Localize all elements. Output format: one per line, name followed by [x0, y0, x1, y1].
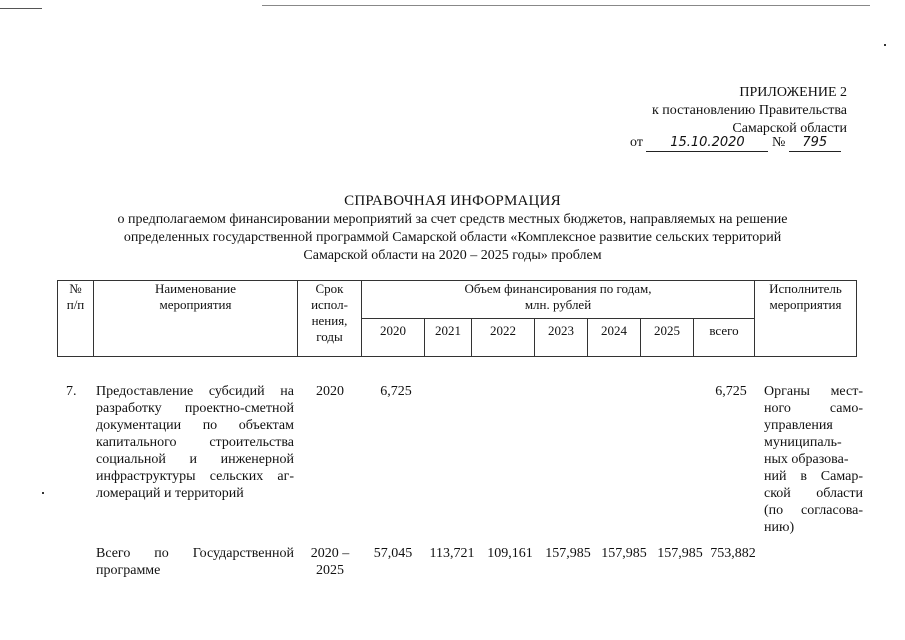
header-term: [298, 281, 362, 357]
row7-2020: 6,725: [380, 384, 412, 399]
header-executor: [755, 281, 857, 357]
row7-name-line: документации по объектам: [96, 418, 294, 433]
total-all: 753,882: [710, 546, 756, 561]
row7-name-line: Предоставление субсидий на: [96, 384, 294, 399]
total-2020: 57,045: [373, 546, 413, 561]
total-2025: 157,985: [657, 546, 703, 561]
decree-number: 795: [789, 135, 841, 152]
row7-executor-line: ний в Самар-: [764, 469, 863, 484]
appendix-block: [652, 84, 847, 138]
row7-executor: [764, 383, 863, 536]
total-2021: 113,721: [429, 546, 475, 561]
row7-executor-line: ской области: [764, 486, 863, 501]
row7-name-line: капитального строительства: [96, 435, 294, 450]
header-year: 2024: [588, 319, 641, 357]
table-header: [57, 280, 857, 357]
decree-date: 15.10.2020: [646, 135, 768, 152]
header-text: испол-: [311, 297, 348, 312]
header-year: всего: [694, 319, 755, 357]
row7-executor-line: (по согласова-: [764, 503, 863, 518]
row7-executor-line: Органы мест-: [764, 384, 863, 399]
header-year: 2020: [362, 319, 425, 357]
row7-total: 6,725: [715, 384, 747, 399]
scan-line: [262, 5, 870, 6]
total-name-line: Всего по Государственной: [96, 546, 294, 561]
appendix-region: Самарской области: [732, 121, 847, 136]
header-year: 2023: [535, 319, 588, 357]
header-num: [58, 281, 94, 357]
row7-name-line: социальной и инженерной: [96, 452, 294, 467]
total-2023: 157,985: [545, 546, 591, 561]
header-text: Срок: [315, 281, 344, 296]
header-text: Наименование: [155, 281, 236, 296]
header-text: №: [69, 281, 82, 296]
subtitle-line: о предполагаемом финансировании мероприятий за счет средств местных бюджетов, направляемых на решение: [117, 212, 788, 227]
row7-executor-line: нию): [764, 520, 795, 535]
row7-number: 7.: [66, 384, 77, 399]
total-term-line: 2025: [316, 563, 344, 578]
document-title: СПРАВОЧНАЯ ИНФОРМАЦИЯ: [344, 193, 561, 209]
scan-speck: [884, 44, 886, 46]
subtitle-line: определенных государственной программой Самарской области «Комплексное развитие сельских территорий: [123, 230, 782, 245]
header-text: Объем финансирования по годам,: [464, 281, 652, 296]
total-2022: 109,161: [487, 546, 533, 561]
subtitle-line: Самарской области на 2020 – 2025 годы» проблем: [303, 248, 602, 263]
scan-line: [0, 8, 42, 9]
total-2024: 157,985: [601, 546, 647, 561]
header-name: [94, 281, 298, 357]
number-label: №: [771, 135, 786, 150]
header-finance: [362, 281, 755, 319]
row7-executor-line: муниципаль-: [764, 435, 842, 450]
header-year: 2022: [472, 319, 535, 357]
header-text: Исполнитель: [769, 281, 842, 296]
header-text: п/п: [66, 297, 85, 312]
header-text: млн. рублей: [524, 297, 592, 312]
row7-executor-line: ных образова-: [764, 452, 849, 467]
row7-executor-line: ного само-: [764, 401, 863, 416]
row7-name-line: ломераций и территорий: [96, 486, 244, 501]
row7-name: [96, 383, 294, 502]
document-subtitle: [0, 211, 905, 265]
header-text: годы: [316, 329, 343, 344]
header-year: 2025: [641, 319, 694, 357]
scan-speck: [42, 492, 44, 494]
total-term: [305, 545, 355, 579]
row7-name-line: разработку проектно-сметной: [96, 401, 294, 416]
header-year: 2021: [425, 319, 472, 357]
row7-executor-line: управления: [764, 418, 833, 433]
from-label: от: [630, 135, 643, 150]
row7-name-line: инфраструктуры сельских аг-: [96, 469, 294, 484]
header-text: мероприятия: [159, 297, 232, 312]
row7-term: 2020: [316, 384, 344, 399]
total-term-line: 2020 –: [310, 546, 350, 561]
total-name-line: программе: [96, 563, 161, 578]
appendix-decree: к постановлению Правительства: [651, 103, 847, 118]
header-text: мероприятия: [769, 297, 842, 312]
appendix-date-row: [630, 134, 841, 152]
total-name: [96, 545, 294, 579]
appendix-title: ПРИЛОЖЕНИЕ 2: [739, 85, 847, 100]
header-text: нения,: [311, 313, 348, 328]
